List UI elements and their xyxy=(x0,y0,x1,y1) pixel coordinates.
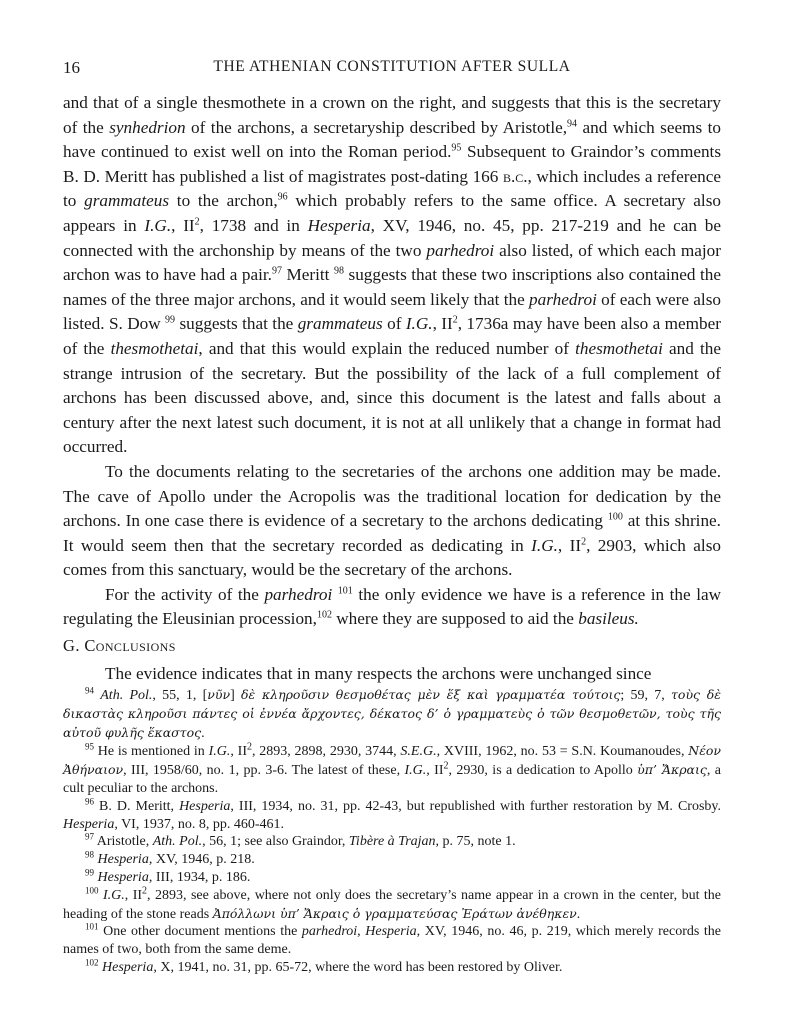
footnote-ref: 96 xyxy=(277,191,288,203)
footnote xyxy=(63,959,721,977)
greek-text: τοὺς δὲ δικαστὰς κληροῦσι πάντες οἱ ἐννέα ἄρχοντες, δέκατος δ’ ὁ γραμματεὺς ὁ τῶν θεσμοθετῶν, τοὺς τῆς αὐτοῦ φυλῆς ἕκαστος xyxy=(63,687,722,740)
text-run: , II xyxy=(426,763,444,779)
italic-text: synhedrion xyxy=(109,117,186,137)
text-run: and that of a single thesmothete in a crown on the right, and suggests that this is the secretary of the xyxy=(63,93,721,137)
footnote xyxy=(63,869,721,887)
footnote xyxy=(63,686,721,742)
footnote-number: 96 xyxy=(85,796,94,807)
text-run: , X, 1941, no. 31, pp. 65-72, where the word has been restored by Oliver. xyxy=(153,959,563,975)
footnotes xyxy=(63,686,721,977)
italic-text: Hesperia xyxy=(307,215,371,235)
footnote-number: 100 xyxy=(85,885,99,896)
italic-text: basileus. xyxy=(578,609,639,629)
section-letter: G. xyxy=(63,636,80,655)
italic-text: Hesperia xyxy=(179,798,231,814)
text-run: , 2903, which also comes from this sanctuary, would be the secretary of the archons. xyxy=(63,535,721,580)
conclusion-paragraph: The evidence indicates that in many respects the archons were unchanged since xyxy=(105,664,652,683)
footnote xyxy=(63,742,721,797)
greek-text: Ἀπόλλωνι ὑπ’ Ἄκραις ὁ γραμματεύσας Ἐράτων ἀνέθηκεν xyxy=(212,905,577,921)
footnote-ref: 94 xyxy=(567,117,578,129)
footnote-number: 97 xyxy=(85,831,94,842)
paragraph xyxy=(63,460,721,583)
footnote-ref: 97 xyxy=(271,265,282,277)
footnote-ref: 101 xyxy=(337,585,353,597)
italic-text: I.G. xyxy=(405,314,433,334)
greek-text: νῦν xyxy=(207,687,231,702)
paragraph xyxy=(63,91,721,460)
text-run: . xyxy=(576,906,581,922)
text-run: , 55, 1, [ xyxy=(152,688,208,703)
text-run: B. D. Meritt, xyxy=(99,798,180,814)
text-run: ] xyxy=(230,688,242,703)
text-run: , a cult peculiar to the archons. xyxy=(63,763,722,796)
italic-text: thesmothetai xyxy=(575,338,663,358)
italic-text: Tibère à Trajan xyxy=(348,834,436,850)
greek-text: ὑπ’ Ἄκραις xyxy=(637,762,707,778)
small-caps-text: b.c. xyxy=(502,166,528,186)
text-run: of the archons, a secretaryship described by Aristotle, xyxy=(185,117,568,137)
text-run: , II xyxy=(557,535,582,555)
text-run: , III, 1934, p. 186. xyxy=(148,869,251,885)
footnote xyxy=(63,798,721,834)
text-run: Meritt xyxy=(281,265,334,285)
italic-text: I.G. xyxy=(144,215,172,235)
text-run: , III, 1958/60, no. 1, pp. 3-6. The latest of these, xyxy=(123,763,405,779)
text-run: , which includes a reference to xyxy=(63,166,721,211)
text-run: , XV, 1946, no. 46, p. 219, which merely records the names of two, both from the same deme. xyxy=(63,924,722,958)
footnote-number: 102 xyxy=(85,957,99,968)
footnote-ref: 102 xyxy=(316,609,332,621)
footnote-ref: 2 xyxy=(581,535,587,547)
text-run: , II xyxy=(230,744,247,760)
footnote-ref: 2 xyxy=(194,216,200,228)
body-text xyxy=(63,91,721,632)
italic-text: Hesperia xyxy=(365,924,417,940)
footnote-number: 99 xyxy=(85,867,94,878)
text-run: , 1738 and in xyxy=(199,215,308,235)
italic-text: Hesperia xyxy=(63,816,115,832)
italic-text: S.E.G. xyxy=(400,744,437,760)
footnote-ref: 2 xyxy=(142,885,148,897)
text-run: He is mentioned in xyxy=(97,744,209,760)
section-heading xyxy=(63,636,176,656)
footnote-number: 94 xyxy=(85,685,94,696)
text-run: , XV, 1946, p. 218. xyxy=(148,852,255,868)
footnote-number: 95 xyxy=(85,741,94,752)
greek-text: δὲ κληροῦσιν θεσμοθέτας μὲν ἕξ καὶ γραμματέα τούτοις xyxy=(241,687,621,702)
footnote-number: 98 xyxy=(85,849,94,860)
text-run: , 1736a may have been also a member of the xyxy=(63,314,721,358)
text-run: of each were also listed. S. Dow xyxy=(63,289,721,334)
italic-text: Hesperia xyxy=(97,852,149,868)
text-run: , 2893, 2898, 2930, 3744, xyxy=(251,744,401,760)
footnote-ref: 2 xyxy=(452,314,458,326)
footnote-ref: 95 xyxy=(451,142,462,154)
text-run: of xyxy=(382,314,406,334)
footnote-ref: 2 xyxy=(443,760,449,772)
text-run: the only evidence we have is a reference in the law regulating the Eleusinian procession, xyxy=(63,584,722,629)
italic-text: grammateus xyxy=(84,191,170,211)
text-run: which probably refers to the same office. A secretary also appears in xyxy=(63,191,721,235)
italic-text: Ath. Pol. xyxy=(152,834,203,850)
text-run: and the strange intrusion of the secretary. But the possibility of the lack of a full complement of archons has been discussed above, and, since this document is the latest and falls about a century after the next latest such document, it is not at all unlikely that a change in format had occurred. xyxy=(63,338,721,457)
italic-text: thesmothetai xyxy=(110,338,199,358)
footnote-ref: 98 xyxy=(333,265,344,277)
running-title: THE ATHENIAN CONSTITUTION AFTER SULLA xyxy=(213,58,571,75)
text-run: , XV, 1946, no. 45, pp. 217-219 and he can be connected with the archonship by means of the two xyxy=(63,215,721,260)
footnote-number: 101 xyxy=(85,921,99,932)
text-run: ; 59, 7, xyxy=(620,688,672,703)
text-run: One other document mentions the xyxy=(103,924,302,940)
italic-text: parhedroi xyxy=(529,289,597,309)
footnote-ref: 100 xyxy=(607,511,623,523)
text-run: to the archon, xyxy=(169,191,278,211)
footnote xyxy=(63,851,721,869)
footnote-ref: 99 xyxy=(165,314,176,326)
text-run: , II xyxy=(171,215,195,235)
text-run: , xyxy=(357,924,366,940)
italic-text: grammateus xyxy=(297,314,383,334)
footnote-ref: 2 xyxy=(246,741,252,753)
italic-text: I.G. xyxy=(404,763,427,779)
text-run: , and that this would explain the reduced number of xyxy=(198,338,576,358)
italic-text: parhedroi xyxy=(301,924,358,940)
greek-text: Νέον Ἀθήναιον xyxy=(63,743,722,778)
text-run: , 56, 1; see also Graindor, xyxy=(202,834,349,850)
text-run: Subsequent to Graindor’s comments B. D. Meritt has published a list of magistrates post-dating 166 xyxy=(63,142,722,186)
text-run: and which seems to have continued to exist well on into the Roman period. xyxy=(63,117,721,162)
italic-text: Hesperia xyxy=(102,959,154,975)
italic-text: parhedroi xyxy=(426,240,495,260)
text-run: , XVIII, 1962, no. 53 = S.N. Koumanoudes, xyxy=(436,744,689,760)
page-number: 16 xyxy=(63,58,80,77)
text-run: , III, 1934, no. 31, pp. 42-43, but republished with further restoration by M. Crosby. xyxy=(230,798,721,814)
section-title: Conclusions xyxy=(84,636,176,655)
italic-text: Hesperia xyxy=(97,869,149,885)
italic-text: I.G. xyxy=(102,887,125,903)
italic-text: Ath. Pol. xyxy=(100,688,153,703)
text-run: , II xyxy=(124,887,143,903)
text-run: Aristotle, xyxy=(96,834,153,850)
text-run: suggests that these two inscriptions also contained the names of the three major archons, and it would seem likely that the xyxy=(63,265,721,309)
footnote xyxy=(63,833,721,851)
text-run: suggests that the xyxy=(175,314,298,334)
italic-text: I.G. xyxy=(531,535,558,555)
text-run: where they are supposed to aid the xyxy=(331,609,579,629)
text-run: For the activity of the xyxy=(105,584,265,604)
footnote xyxy=(63,887,721,924)
italic-text: parhedroi xyxy=(264,584,333,604)
paragraph xyxy=(63,583,721,632)
text-run: , II xyxy=(432,314,453,334)
text-run: To the documents relating to the secretaries of the archons one addition may be made. The cave of Apollo under the Acropolis was the traditional location for dedication by the archons. In one case there is evidence of a secretary to the archons dedicating xyxy=(63,461,721,531)
text-run: . xyxy=(201,725,205,741)
text-run: , 2930, is a dedication to Apollo xyxy=(448,763,638,779)
text-run: also listed, of which each major archon was to have had a pair. xyxy=(63,240,721,285)
footnote xyxy=(63,923,721,959)
italic-text: I.G. xyxy=(208,744,231,760)
text-run: at this shrine. It would seem then that the secretary recorded as dedicating in xyxy=(63,511,721,555)
text-run: , VI, 1937, no. 8, pp. 460-461. xyxy=(114,816,285,832)
text-run: , p. 75, note 1. xyxy=(435,834,516,850)
text-run: , 2893, see above, where not only does the secretary’s name appear in a crown in the center, but the heading of the stone reads xyxy=(63,887,722,922)
page-header xyxy=(63,58,721,80)
